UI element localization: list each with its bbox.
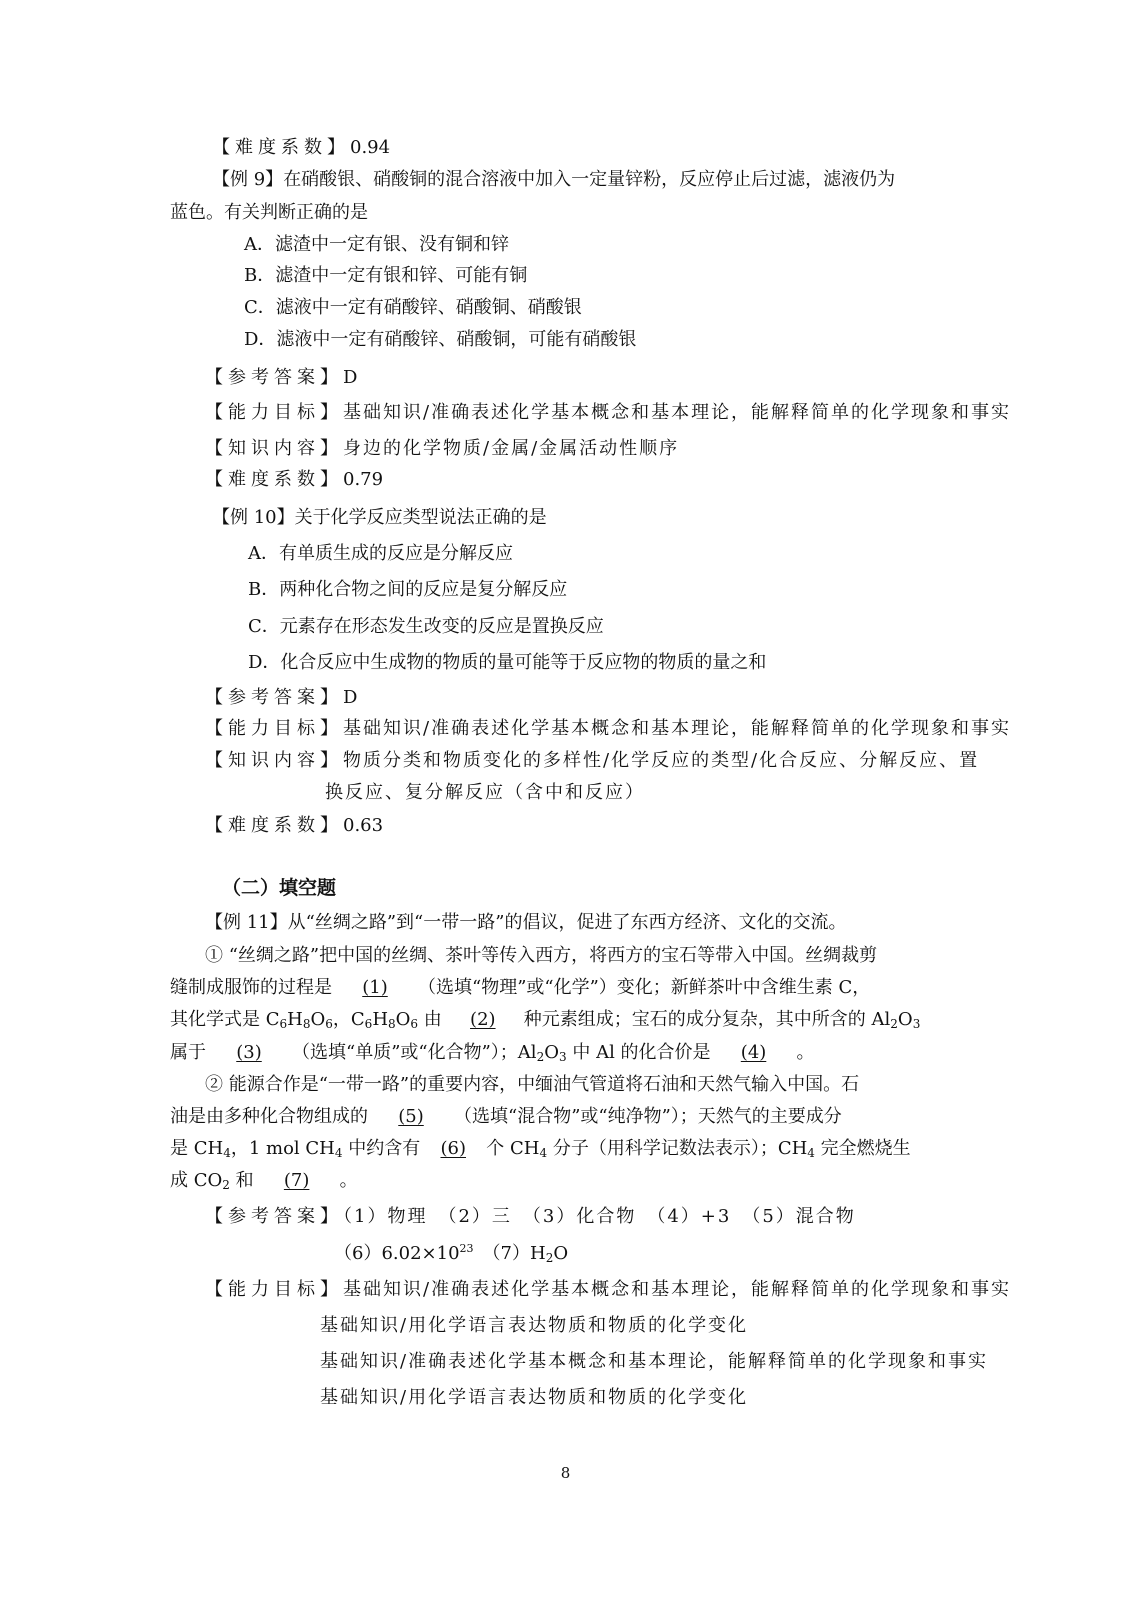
blank-7: (7) <box>283 1170 310 1191</box>
answer-row <box>205 1205 856 1229</box>
blank-4: (4) <box>740 1042 767 1063</box>
ability-value: 基础知识/准确表述化学基本概念和基本理论，能解释简单的化学现象和事实 <box>343 1279 1012 1300</box>
question-stem-line: 蓝色。有关判断正确的是 <box>170 202 368 223</box>
paragraph-line: 缝制成服饰的过程是 (1) （选填“物理”或“化学”）变化；新鲜茶叶中含维生素 C， <box>170 977 871 998</box>
difficulty-row <box>205 468 383 492</box>
question-stem-line: 【例 11】从“丝绸之路”到“一带一路”的倡议，促进了东西方经济、文化的交流。 <box>205 912 847 933</box>
answer-label: 【参考答案】 <box>205 367 343 388</box>
ability-value: 基础知识/用化学语言表达物质和物质的化学变化 <box>320 1387 749 1408</box>
ability-value: 基础知识/准确表述化学基本概念和基本理论，能解释简单的化学现象和事实 <box>343 402 1012 423</box>
difficulty-label: 【难度系数】 <box>212 137 350 158</box>
answer-value: （1）物理 （2）三 （3）化合物 （4）+3 （5）混合物 <box>343 1206 856 1227</box>
blank-6: (6) <box>440 1138 466 1159</box>
question-stem-line: 【例 9】在硝酸银、硝酸铜的混合溶液中加入一定量锌粉，反应停止后过滤，滤液仍为 <box>212 169 896 190</box>
answer-row <box>205 366 357 390</box>
option-c: C．元素存在形态发生改变的反应是置换反应 <box>248 616 604 637</box>
question-tag: 【例 11】 <box>205 912 288 933</box>
knowledge-label: 【知识内容】 <box>205 750 343 771</box>
option-b: B．两种化合物之间的反应是复分解反应 <box>248 579 568 600</box>
blank-2: (2) <box>470 1009 496 1030</box>
difficulty-value: 0.79 <box>343 469 384 490</box>
knowledge-label: 【知识内容】 <box>205 438 343 459</box>
ability-label: 【能力目标】 <box>205 718 343 739</box>
option-a: A．滤渣中一定有银、没有铜和锌 <box>244 234 509 255</box>
ability-value: 基础知识/用化学语言表达物质和物质的化学变化 <box>320 1315 749 1336</box>
ability-value: 基础知识/准确表述化学基本概念和基本理论，能解释简单的化学现象和事实 <box>343 718 1012 739</box>
difficulty-label: 【难度系数】 <box>205 469 343 490</box>
ability-row <box>205 1278 1011 1302</box>
knowledge-value-cont: 换反应、复分解反应（含中和反应） <box>325 782 645 803</box>
paragraph-line: 成 $CO_2$ 和 (7) 。 <box>170 1170 358 1192</box>
ability-row <box>205 401 1011 425</box>
knowledge-value: 身边的化学物质/金属/金属活动性顺序 <box>343 438 680 459</box>
option-c: C．滤液中一定有硝酸锌、硝酸铜、硝酸银 <box>244 297 582 318</box>
option-d: D．滤液中一定有硝酸锌、硝酸铜，可能有硝酸银 <box>244 329 637 350</box>
difficulty-row <box>212 136 390 160</box>
knowledge-value: 物质分类和物质变化的多样性/化学反应的类型/化合反应、分解反应、置 <box>343 750 980 771</box>
question-tag: 【例 9】 <box>212 169 284 190</box>
blank-3: (3) <box>236 1042 262 1063</box>
answer-value-cont: $(6)6.02\times 10^{23}$ $(7)H_2O$ <box>334 1242 569 1265</box>
ability-label: 【能力目标】 <box>205 402 343 423</box>
answer-value: D <box>343 367 358 388</box>
difficulty-value: 0.94 <box>350 137 391 158</box>
paragraph-line: 油是由多种化合物组成的 (5) （选填“混合物”或“纯净物”）；天然气的主要成分 <box>170 1106 842 1127</box>
option-b: B．滤渣中一定有银和锌、可能有铜 <box>244 265 528 286</box>
paragraph-line: ① “丝绸之路”把中国的丝绸、茶叶等传入西方，将西方的宝石等带入中国。丝绸裁剪 <box>205 945 878 966</box>
section-heading: （二）填空题 <box>222 877 337 899</box>
question-tag: 【例 10】 <box>212 507 295 528</box>
answer-label: 【参考答案】 <box>205 1206 343 1227</box>
option-d: D．化合反应中生成物的物质的量可能等于反应物的物质的量之和 <box>248 652 767 673</box>
ability-row <box>205 717 1011 741</box>
knowledge-row <box>205 437 679 461</box>
difficulty-row <box>205 814 383 838</box>
page-number: 8 <box>560 1464 571 1482</box>
difficulty-value: 0.63 <box>343 815 384 836</box>
ability-label: 【能力目标】 <box>205 1279 343 1300</box>
option-a: A．有单质生成的反应是分解反应 <box>248 543 513 564</box>
difficulty-label: 【难度系数】 <box>205 815 343 836</box>
paragraph-line: 是 $CH_4$，1 mol $CH_4$ 中约含有 (6) 个 $CH_4$ 分子（用科学记数法表示）；$CH_4$ 完全燃烧生 <box>170 1138 911 1160</box>
blank-5: (5) <box>398 1106 424 1127</box>
blank-1: (1) <box>362 977 388 998</box>
answer-value: D <box>343 687 358 708</box>
answer-row <box>205 686 357 710</box>
ability-value: 基础知识/准确表述化学基本概念和基本理论，能解释简单的化学现象和事实 <box>320 1351 989 1372</box>
knowledge-row <box>205 749 979 773</box>
answer-label: 【参考答案】 <box>205 687 343 708</box>
paragraph-line: ② 能源合作是“一带一路”的重要内容，中缅油气管道将石油和天然气输入中国。石 <box>205 1074 860 1095</box>
paragraph-line: 属于 (3) （选填“单质”或“化合物”）；$Al_2O_3$ 中 Al 的化合价是 (4) 。 <box>170 1042 815 1064</box>
question-stem-line: 【例 10】关于化学反应类型说法正确的是 <box>212 507 547 528</box>
paragraph-line: 其化学式是 $C_6H_8O_6$，$C_6H_8O_6$ 由 (2) 种元素组成；宝石的成分复杂，其中所含的 $Al_2O_3$ <box>170 1009 921 1031</box>
